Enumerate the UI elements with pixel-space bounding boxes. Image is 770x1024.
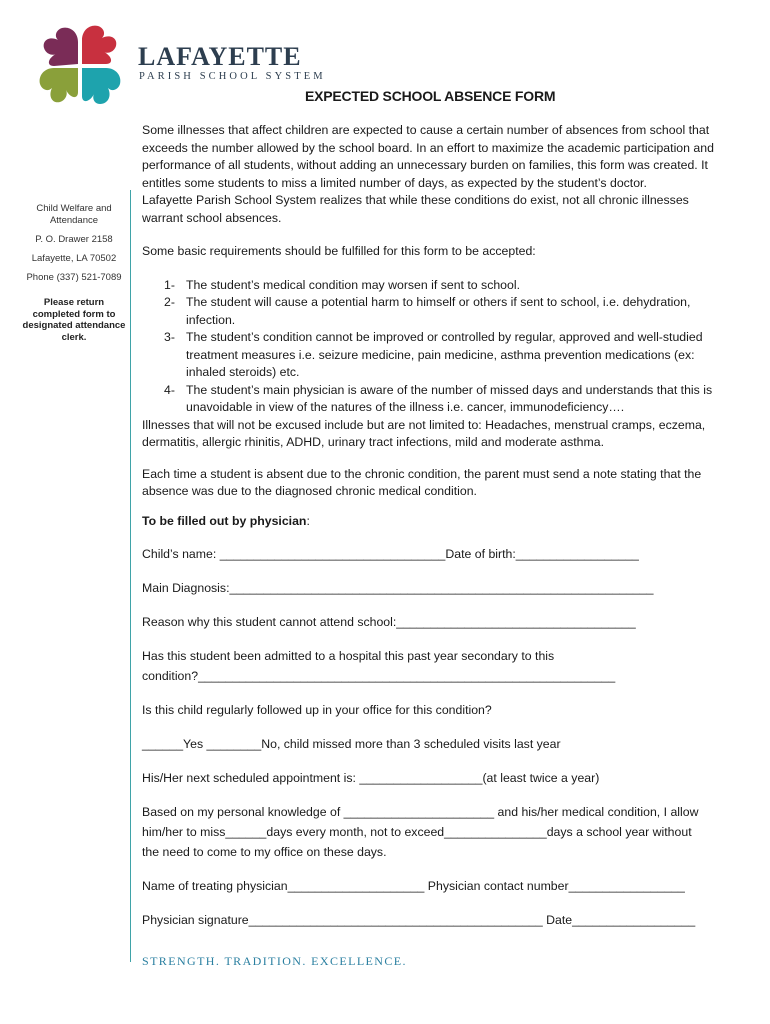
form-title: EXPECTED SCHOOL ABSENCE FORM — [305, 88, 556, 104]
sidebar-address1: P. O. Drawer 2158 — [35, 234, 113, 245]
list-item: 4- The student’s main physician is aware of the number of missed days and understands that this is unavoidable in view of the natures of the illness i.e. cancer, immunodeficiency…. — [164, 382, 713, 414]
footer-tagline: STRENGTH. TRADITION. EXCELLENCE. — [142, 954, 407, 968]
requirements-intro: Some basic requirements should be fulfilled for this form to be accepted: — [142, 244, 536, 258]
sidebar-dept: Child Welfare and Attendance — [36, 203, 112, 226]
hospital-question: Has this student been admitted to a hospital this past year secondary to this — [142, 649, 555, 663]
intro-paragraph: Some illnesses that affect children are expected to cause a certain number of absences from school that exceeds the number allowed by the school board. In an effort to maximize the academic participation and performance of all students, without adding an unnecessary burden on families, this form was created. It entitles some students to miss a limited number of days, as expected by the student’s doctor. — [142, 123, 714, 190]
sidebar-return-note: Please return completed form to designated attendance clerk. — [22, 297, 126, 343]
knowledge-field-3: the need to come to my office on these days. — [142, 845, 387, 859]
sidebar-address2: Lafayette, LA 70502 — [31, 253, 117, 264]
physician-heading: To be filled out by physician: — [142, 513, 310, 528]
sidebar-phone: Phone (337) 521-7089 — [26, 272, 122, 283]
not-excused-paragraph: Illnesses that will not be excused include but are not limited to: Headaches, menstrual cramps, eczema, dermatitis, allergic rhinitis, ADHD, urinary tract infections, mild and moderate asthma. — [142, 417, 706, 449]
reason-field[interactable]: Reason why this student cannot attend school:___________________________________ — [142, 615, 636, 629]
list-item: 2- The student will cause a potential harm to himself or others if sent to school, i.e. dehydration, infection. — [164, 295, 691, 327]
list-item: 1- The student’s medical condition may worsen if sent to school. — [164, 277, 521, 292]
org-subtitle: PARISH SCHOOL SYSTEM — [139, 71, 326, 82]
knowledge-field-2[interactable]: him/her to miss______days every month, not to exceed_______________days a school year without — [142, 825, 692, 839]
sidebar-divider — [130, 190, 131, 962]
parent-note-paragraph: Each time a student is absent due to the chronic condition, the parent must send a note stating that the absence was due to the diagnosed chronic medical condition. — [142, 466, 702, 498]
requirements-list — [142, 277, 732, 417]
main-diagnosis-field[interactable]: Main Diagnosis:______________________________________________________________ — [142, 581, 654, 595]
yes-no-field[interactable]: ______Yes ________No, child missed more than 3 scheduled visits last year — [142, 737, 561, 751]
child-name-field[interactable]: Child’s name: _________________________________Date of birth:__________________ — [142, 547, 639, 561]
list-item: 3- The student’s condition cannot be improved or controlled by regular, approved and well-studied treatment measures i.e. seizure medicine, pain medicine, asthma prevention medications (ex: inhaled steroids) etc. — [164, 330, 703, 379]
physician-name-field[interactable]: Name of treating physician____________________ Physician contact number_________________ — [142, 879, 685, 893]
signature-field[interactable]: Physician signature___________________________________________ Date__________________ — [142, 913, 696, 927]
org-name: LAFAYETTE — [138, 42, 302, 71]
intro-paragraph-2: Lafayette Parish School System realizes that while these conditions do exist, not all chronic illnesses warrant school absences. — [142, 193, 689, 225]
form-body — [142, 122, 732, 930]
followed-question: Is this child regularly followed up in your office for this condition? — [142, 703, 492, 717]
next-appointment-field[interactable]: His/Her next scheduled appointment is: __________________(at least twice a year) — [142, 771, 600, 785]
knowledge-field-1[interactable]: Based on my personal knowledge of ______________________ and his/her medical condition, I allow — [142, 805, 699, 819]
lafayette-logo-icon — [34, 20, 126, 112]
sidebar-contact — [20, 203, 128, 350]
hospital-field[interactable]: condition?_____________________________________________________________ — [142, 669, 616, 683]
